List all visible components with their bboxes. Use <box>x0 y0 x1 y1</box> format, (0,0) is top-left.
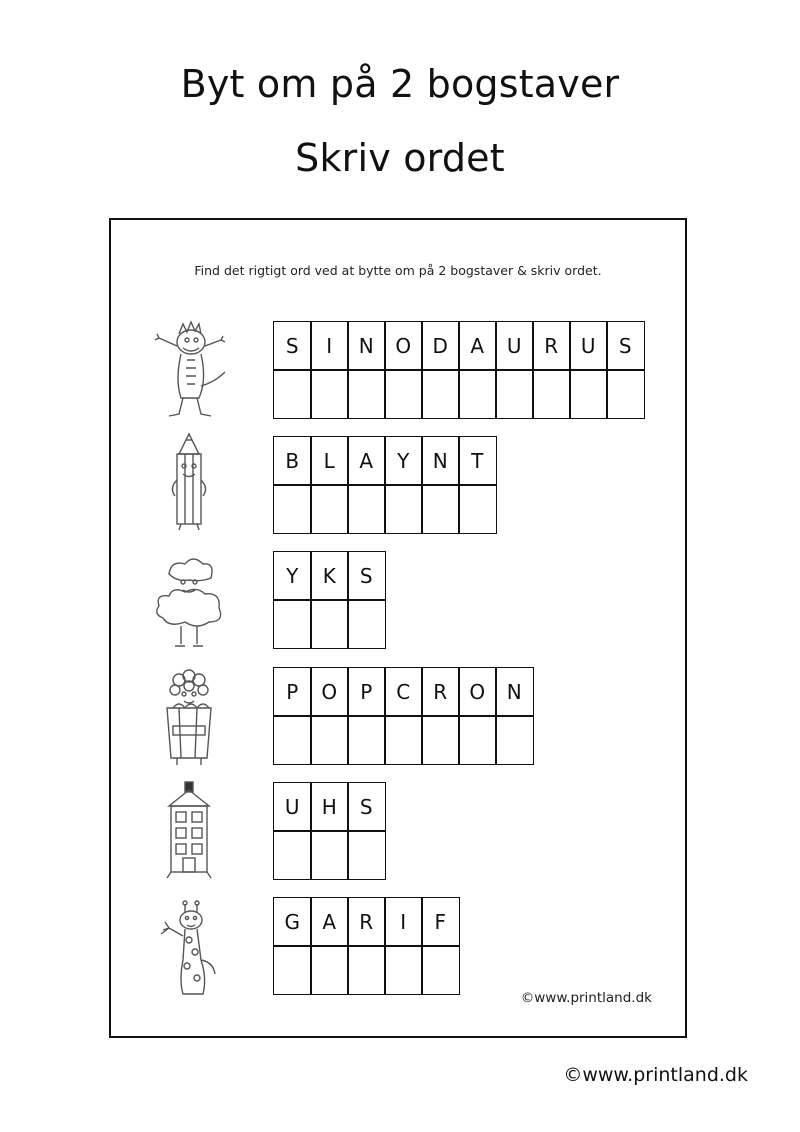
answer-cell[interactable] <box>569 369 608 419</box>
answer-cell[interactable] <box>347 715 386 765</box>
letter-cell: U <box>273 782 312 832</box>
worksheet-frame <box>109 218 687 1038</box>
pencil-character-icon <box>149 432 229 532</box>
letter-grid-3 <box>273 552 386 649</box>
answer-cell[interactable] <box>458 369 497 419</box>
answer-cell[interactable] <box>310 945 349 995</box>
answer-cell[interactable] <box>347 369 386 419</box>
scrambled-letters-row <box>273 552 386 601</box>
answer-cell[interactable] <box>310 830 349 880</box>
answer-cell[interactable] <box>495 369 534 419</box>
giraffe-character-icon <box>149 900 229 1000</box>
answer-cell[interactable] <box>421 715 460 765</box>
answer-cell[interactable] <box>458 484 497 534</box>
letter-grid-5 <box>273 783 386 880</box>
letter-cell: N <box>495 667 534 717</box>
letter-cell: I <box>384 897 423 947</box>
answer-cell[interactable] <box>273 715 312 765</box>
answer-cell[interactable] <box>384 715 423 765</box>
letter-cell: S <box>606 321 645 371</box>
scrambled-letters-row <box>273 898 460 947</box>
answer-cell[interactable] <box>495 715 534 765</box>
dinosaur-icon <box>149 320 229 420</box>
answer-cell[interactable] <box>421 484 460 534</box>
letter-cell: N <box>347 321 386 371</box>
answer-cell[interactable] <box>384 369 423 419</box>
letter-cell: G <box>273 897 312 947</box>
answer-cell[interactable] <box>458 715 497 765</box>
answer-cell[interactable] <box>273 369 312 419</box>
answer-row <box>273 832 386 881</box>
letter-cell: H <box>310 782 349 832</box>
answer-cell[interactable] <box>532 369 571 419</box>
letter-cell: U <box>495 321 534 371</box>
letter-cell: B <box>273 436 312 486</box>
letter-cell: A <box>458 321 497 371</box>
letter-cell: S <box>273 321 312 371</box>
letter-cell: P <box>347 667 386 717</box>
letter-grid-4 <box>273 668 534 765</box>
letter-cell: Y <box>273 551 312 601</box>
page-subtitle: Skriv ordet <box>295 136 505 180</box>
letter-cell: C <box>384 667 423 717</box>
answer-cell[interactable] <box>273 830 312 880</box>
popcorn-character-icon <box>149 668 229 768</box>
letter-cell: O <box>384 321 423 371</box>
cloud-character-icon <box>149 552 229 652</box>
letter-grid-6 <box>273 898 460 995</box>
answer-row <box>273 601 386 650</box>
instruction-text: Find det rigtigt ord ved at bytte om på 2 bogstaver & skriv ordet. <box>194 263 602 278</box>
letter-cell: Y <box>384 436 423 486</box>
answer-cell[interactable] <box>421 369 460 419</box>
letter-cell: R <box>532 321 571 371</box>
letter-cell: D <box>421 321 460 371</box>
answer-row <box>273 371 645 420</box>
letter-cell: L <box>310 436 349 486</box>
letter-cell: T <box>458 436 497 486</box>
letter-grid-1 <box>273 322 645 419</box>
answer-cell[interactable] <box>273 945 312 995</box>
inner-copyright: ©www.printland.dk <box>520 990 652 1006</box>
letter-cell: K <box>310 551 349 601</box>
scrambled-letters-row <box>273 668 534 717</box>
letter-cell: R <box>347 897 386 947</box>
letter-cell: O <box>458 667 497 717</box>
letter-cell: N <box>421 436 460 486</box>
answer-cell[interactable] <box>310 369 349 419</box>
answer-row <box>273 717 534 766</box>
letter-cell: I <box>310 321 349 371</box>
letter-cell: P <box>273 667 312 717</box>
answer-cell[interactable] <box>310 599 349 649</box>
answer-cell[interactable] <box>384 484 423 534</box>
answer-row <box>273 486 497 535</box>
answer-cell[interactable] <box>384 945 423 995</box>
answer-cell[interactable] <box>347 484 386 534</box>
answer-cell[interactable] <box>310 715 349 765</box>
letter-cell: F <box>421 897 460 947</box>
answer-cell[interactable] <box>310 484 349 534</box>
scrambled-letters-row <box>273 437 497 486</box>
answer-cell[interactable] <box>606 369 645 419</box>
letter-cell: S <box>347 551 386 601</box>
answer-cell[interactable] <box>347 599 386 649</box>
answer-row <box>273 947 460 996</box>
letter-cell: A <box>310 897 349 947</box>
answer-cell[interactable] <box>347 945 386 995</box>
answer-cell[interactable] <box>273 484 312 534</box>
answer-cell[interactable] <box>273 599 312 649</box>
letter-grid-2 <box>273 437 497 534</box>
letter-cell: U <box>569 321 608 371</box>
scrambled-letters-row <box>273 783 386 832</box>
letter-cell: O <box>310 667 349 717</box>
page-title: Byt om på 2 bogstaver <box>180 62 620 106</box>
letter-cell: A <box>347 436 386 486</box>
letter-cell: R <box>421 667 460 717</box>
outer-copyright: ©www.printland.dk <box>563 1064 748 1086</box>
answer-cell[interactable] <box>421 945 460 995</box>
letter-cell: S <box>347 782 386 832</box>
house-character-icon <box>149 780 229 880</box>
answer-cell[interactable] <box>347 830 386 880</box>
scrambled-letters-row <box>273 322 645 371</box>
